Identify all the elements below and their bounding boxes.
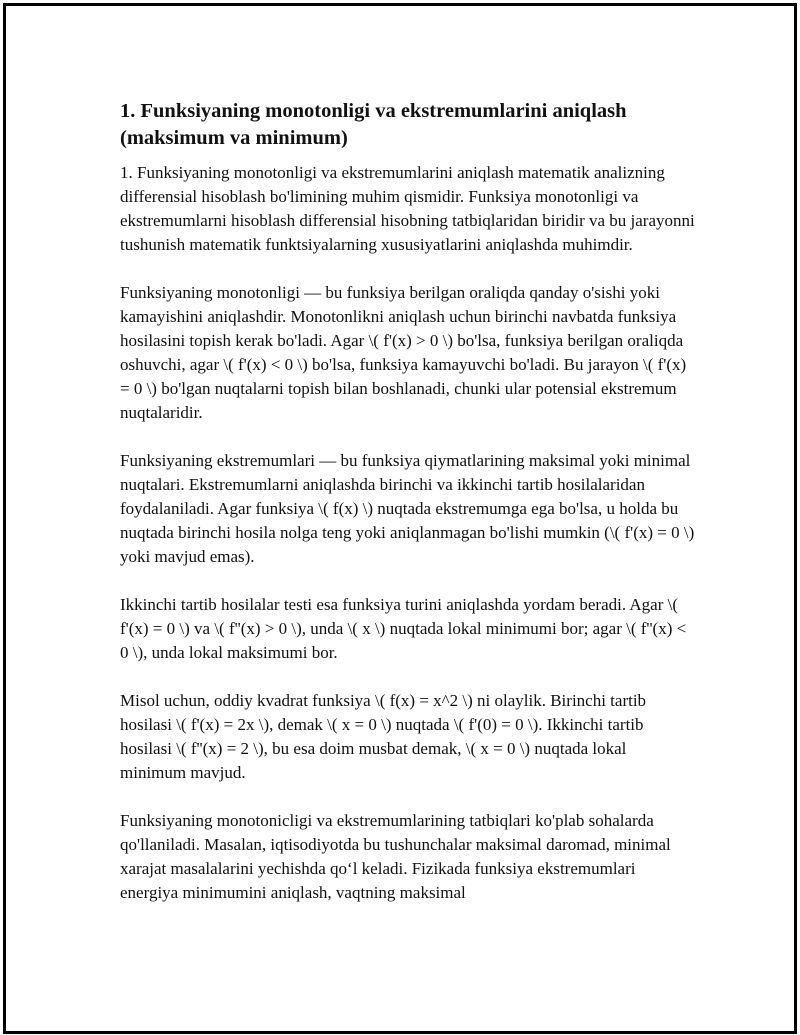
paragraph-second-derivative-test: Ikkinchi tartib hosilalar testi esa funksiya turini aniqlashda yordam beradi. Agar \( f'(x) = 0 \) va \( f''(x) > 0 \), unda \( x \) nuqtada lokal minimumi bor; agar \( f''(x) < 0 \), unda lokal maksimumi bor. <box>120 595 687 662</box>
paragraph-intro: 1. Funksiyaning monotonligi va ekstremumlarini aniqlash matematik analizning differensial hisoblash bo'limining muhim qismidir. Funksiya monotonligi va ekstremumlarni hisoblash differensial hisobning tatbiqlaridan biridir va bu jarayonni tushunish matematik funktsiyalarning xususiyatlarini aniqlashda muhimdir. <box>120 163 695 254</box>
paragraph-applications: Funksiyaning monotonicligi va ekstremumlarining tatbiqlari ko'plab sohalarda qo'llaniladi. Masalan, iqtisodiyotda bu tushunchalar maksimal daromad, minimal xarajat masalalarini yechishda qo‘l keladi. Fizikada funksiya ekstremumlari energiya minimumini aniqlash, vaqtning maksimal <box>120 811 671 902</box>
document-title: 1. Funksiyaning monotonligi va ekstremumlarini aniqlash (maksimum va minimum) <box>120 100 627 149</box>
page-frame <box>3 3 797 1034</box>
paragraph-monotonicity: Funksiyaning monotonligi — bu funksiya berilgan oraliqda qanday o'sishi yoki kamayishini aniqlashdir. Monotonlikni aniqlash uchun birinchi navbatda funksiya hosilasini topish kerak bo'ladi. Agar \( f'(x) > 0 \) bo'lsa, funksiya berilgan oraliqda oshuvchi, agar \( f'(x) < 0 \) bo'lsa, funksiya kamayuvchi bo'ladi. Bu jarayon \( f'(x) = 0 \) bo'lgan nuqtalarni topish bilan boshlanadi, chunki ular potensial ekstremum nuqtalaridir. <box>120 283 687 422</box>
paragraph-example: Misol uchun, oddiy kvadrat funksiya \( f(x) = x^2 \) ni olaylik. Birinchi tartib hosilasi \( f'(x) = 2x \), demak \( x = 0 \) nuqtada \( f'(0) = 0 \). Ikkinchi tartib hosilasi \( f''(x) = 2 \), bu esa doim musbat demak, \( x = 0 \) nuqtada lokal minimum mavjud. <box>120 691 647 782</box>
paragraph-extrema: Funksiyaning ekstremumlari — bu funksiya qiymatlarining maksimal yoki minimal nuqtalari. Ekstremumlarni aniqlashda birinchi va ikkinchi tartib hosilalaridan foydalaniladi. Agar funksiya \( f(x) \) nuqtada ekstremumga ega bo'lsa, u holda bu nuqtada birinchi hosila nolga teng yoki aniqlanmagan bo'lishi mumkin (\( f'(x) = 0 \) yoki mavjud emas). <box>120 451 695 566</box>
document-body <box>120 98 695 929</box>
